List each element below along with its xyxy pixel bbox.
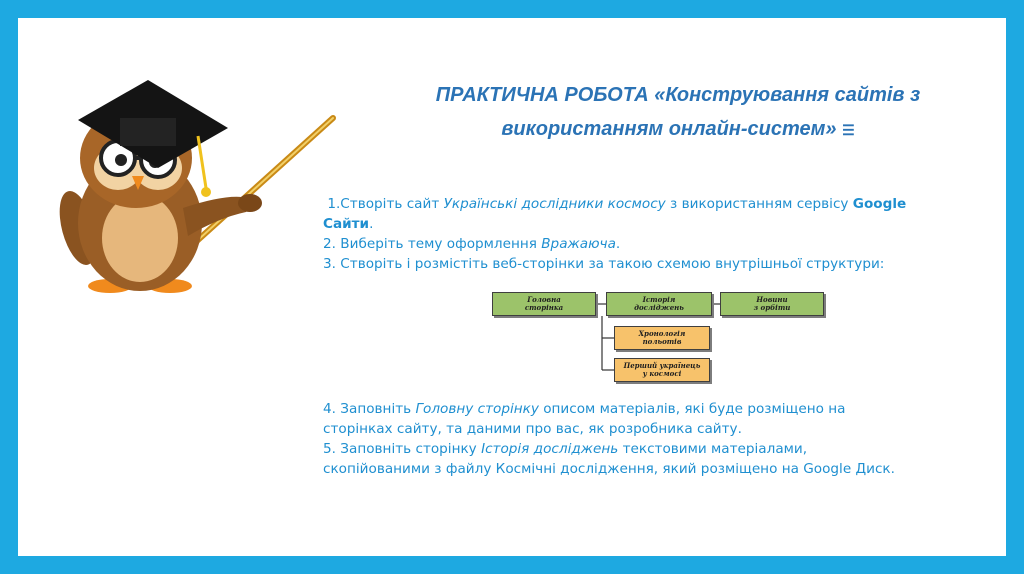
step-3: 3. Створіть і розмістіть веб-сторінки за такою схемою внутрішньої структури: — [323, 256, 885, 272]
step-1-line-2: Сайти. — [323, 216, 374, 232]
step-1-line-1: 1.Створіть сайт Українські дослідники космосу з використанням сервісу Google — [327, 196, 907, 212]
title-line-2: використанням онлайн-систем» ☰ — [501, 118, 855, 140]
diagram-box-news: Новини з орбіти — [720, 292, 824, 316]
step-4-line-1: 4. Заповніть Головну сторінку описом матеріалів, які буде розміщено на — [323, 401, 846, 417]
title-line-1: ПРАКТИЧНА РОБОТА «Конструювання сайтів з — [435, 84, 921, 106]
diagram-box-home: Головна сторінка — [492, 292, 596, 316]
diagram-box-history: Історія досліджень — [606, 292, 712, 316]
step-5-line-1: 5. Заповніть сторінку Історія досліджень текстовими матеріалами, — [323, 441, 808, 457]
step-2: 2. Виберіть тему оформлення Вражаюча. — [323, 236, 621, 252]
step-4-line-2: сторінках сайту, та даними про вас, як розробника сайту. — [323, 421, 742, 437]
steps-block-top — [323, 194, 1013, 274]
diagram-box-first-ukrainian: Перший українець у космосі — [614, 358, 710, 382]
diagram-box-chronology: Хронологія польотів — [614, 326, 710, 350]
steps-block-bottom — [323, 399, 1013, 479]
step-5-line-2: скопійованими з файлу Космічні дослідження, який розміщено на Google Диск. — [323, 461, 895, 477]
owl-teacher-icon — [48, 58, 348, 308]
site-structure-diagram — [492, 290, 832, 392]
slide-title — [358, 78, 998, 147]
